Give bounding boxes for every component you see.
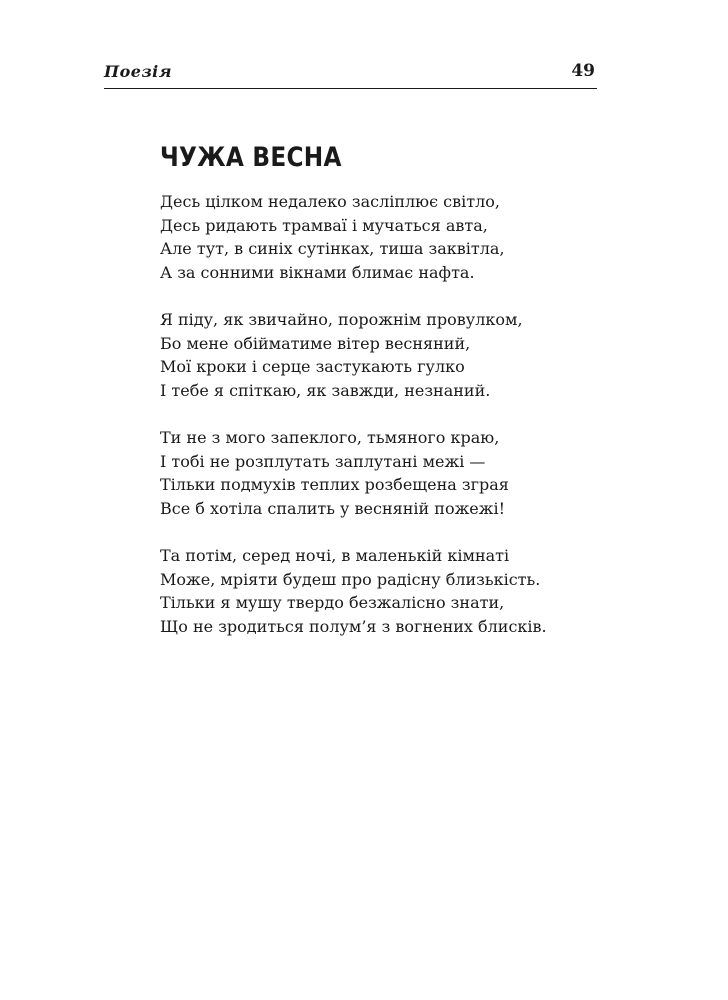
poem-line: Та потім, серед ночі, в маленькій кімнаті xyxy=(160,546,510,565)
stanza xyxy=(160,190,600,284)
poem-line: Десь ридають трамваї і мучаться авта, xyxy=(160,215,488,235)
section-name: Поезія xyxy=(104,62,172,81)
poem-line: Ти не з мого запеклого, тьмяного краю, xyxy=(160,428,500,447)
poem-line: І тебе я спіткаю, як завжди, незнаний. xyxy=(160,380,491,400)
poem-line: Але тут, в синіх сутінках, тиша заквітла, xyxy=(160,239,505,258)
poem-line: Мої кроки і серце застукають гулко xyxy=(160,357,465,376)
poem xyxy=(160,140,600,662)
page-number: 49 xyxy=(571,61,595,81)
poem-line: Тільки подмухів теплих розбещена зграя xyxy=(160,475,509,494)
poem-stanzas xyxy=(160,190,600,638)
poem-line: Бо мене обійматиме вітер весняний, xyxy=(160,333,471,353)
poem-line: Все б хотіла спалить у весняній пожежі! xyxy=(160,498,506,518)
stanza xyxy=(160,426,600,520)
stanza xyxy=(160,308,600,402)
poem-line: Десь цілком недалеко засліплює світло, xyxy=(160,192,500,211)
poem-line: Що не зродиться полум’я з вогнених блисків. xyxy=(160,616,547,636)
poem-line: Я піду, як звичайно, порожнім провулком, xyxy=(160,310,523,329)
running-header xyxy=(104,58,597,89)
poem-line: Може, мріяти будеш про радісну близькість. xyxy=(160,569,541,589)
poem-title: ЧУЖА ВЕСНА xyxy=(160,142,342,173)
poem-line: А за сонними вікнами блимає нафта. xyxy=(160,262,475,282)
stanza xyxy=(160,544,600,638)
poem-line: І тобі не розплутать заплутані межі — xyxy=(160,451,486,471)
poem-line: Тільки я мушу твердо безжалісно знати, xyxy=(160,593,505,612)
